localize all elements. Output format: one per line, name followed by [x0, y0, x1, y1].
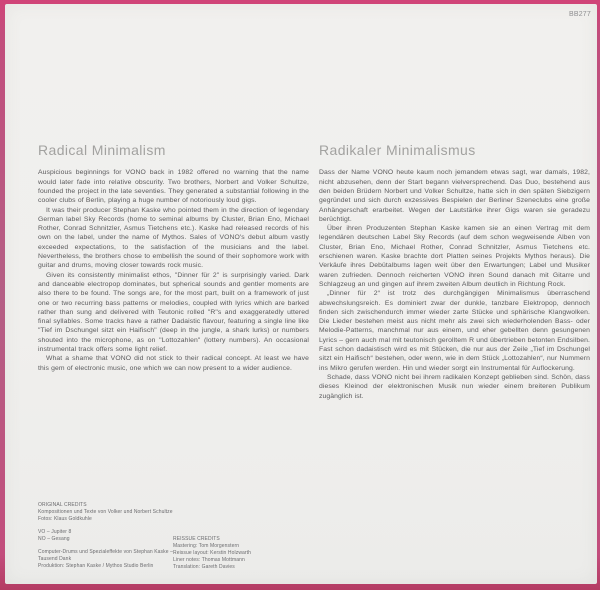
german-paragraph-3: „Dinner für 2“ ist trotz des durchgängigen Minimalismus überraschend abwechslungsreich. Es dominiert zwar der dunkle, tanzbare Elektropop, dennoch finden sich zwischendurch immer wieder zarte Stücke und sphärische Klangwolken. Die Lieder bestehen meist aus nicht mehr als zwei sich wiederholenden Bass- oder Melodie-Patterns, manchmal nur aus einem, und eher gebellten denn gesungenen Lyrics – gern auch mal mit teutonisch gerolltem R und übertrieben betonten Endsilben. Fast schon dadaistisch wird es mit Stücken, die nur aus der Zeile „Tief im Dschungel sitzt ein Haifisch“ bestehen, oder wenn, wie in dem Stück „Lottozahlen“, nur Nummern ins Mikro gerufen werden. Hin und wieder sorgt ein Instrumental für Auflockerung.	[319, 290, 590, 372]
english-paragraph-3: Given its consistently minimalist ethos, "Dinner für 2" is surprisingly varied. Dark and danceable electropop dominates, but spherical sounds and gentler moments are also there to be found. The songs are, for the most part, built on a framework of just one or two recurring bass patterns or melodies, coupled with lyrics which are barked rather than sung and delivered with Teutonic rolled "R"s and exaggeratedly uttered final syllables. Some tracks have a rather Dadaistic flavour, featuring a single line like "Tief im Dschungel sitzt ein Haifisch" (deep in the jungle, a shark lurks) or numbers shouted into the microphone, as on "Lottozahlen" (lottery numbers). An occasional instrumental track offers some light relief.	[38, 271, 309, 354]
english-heading: Radical Minimalism	[38, 142, 166, 158]
original-credits-title: ORIGINAL CREDITS	[38, 502, 87, 508]
credit-line: Translation: Gareth Davies	[173, 564, 235, 570]
german-column	[319, 143, 590, 401]
catalog-number: BB277	[568, 11, 591, 18]
credit-line: Produktion: Stephan Kaske / Mythos Studio Berlin	[38, 563, 154, 569]
credit-line: Kompositionen und Texte von Volker und Norbert Schultze	[38, 509, 173, 515]
german-paragraph-1: Dass der Name VONO heute kaum noch jemandem etwas sagt, war damals, 1982, nicht abzusehen, denn der Start begann vielversprechend. Das Duo, bestehend aus den beiden Brüdern Norbert und Volker Schultze, hatte sich in den späten Siebzigern gegründet und sich durch exzessives Bespielen der Berliner Szeneclubs eine große Anhängerschaft erarbeitet. Wegen der Lautstärke ihrer Gigs waren sie geradezu berüchtigt.	[319, 169, 590, 223]
credit-line: Tausend Dank	[38, 556, 72, 562]
liner-notes-panel	[5, 4, 597, 584]
english-paragraph-1: Auspicious beginnings for VONO back in 1982 offered no warning that the name would later fade into relative obscurity. Two brothers, Norbert and Volker Schultze, founded the project in the late seventies. They generated a substantial following in the cooler clubs of Berlin, playing a huge number of notoriously loud gigs.	[38, 169, 309, 205]
credit-line: Reissue layout: Kerstin Holzwarth	[173, 550, 252, 556]
german-paragraph-2: Über ihren Produzenten Stephan Kaske kamen sie an einen Vertrag mit dem legendären deutschen Label Sky Records (auf dem schon wegweisende Alben von Cluster, Brian Eno, Michael Rother, Conrad Schnitzler, Asmus Tietchens etc. erschienen waren. Kaske brachte dort Platten seines Projekts Mythos heraus). Die Verkäufe ihres Debütalbums lagen weit über den Erwartungen; Label und Musiker waren zufrieden. Dennoch reicherten VONO ihren Sound danach mit Gitarre und Schlagzeug an und gingen auf ihrem zweiten Album deutlich in Richtung Rock.	[319, 225, 590, 288]
reissue-credits-title: REISSUE CREDITS	[173, 536, 220, 542]
credit-line: NO – Gesang	[38, 536, 70, 542]
german-paragraph-4: Schade, dass VONO nicht bei ihrem radikalen Konzept geblieben sind. Schön, dass dieses Kleinod der elektronischen Musik nun wieder einem breiteren Publikum zugänglich ist.	[319, 373, 590, 400]
credit-line: VO – Jupiter 8	[38, 529, 72, 535]
credit-line: Computer-Drums und Spezialeffekte von Stephan Kaske –	[38, 549, 174, 555]
credit-line: Fotos: Klaus Goldkuhle	[38, 516, 92, 522]
german-heading: Radikaler Minimalismus	[319, 142, 476, 158]
english-paragraph-2: It was their producer Stephan Kaske who pointed them in the direction of legendary German label Sky Records (home to seminal albums by Cluster, Brian Eno, Michael Rother, Conrad Schnitzler, Asmus Tietchens etc.). Kaske had released records of his own on the label, under the name of Mythos. Sales of VONO's debut album vastly exceeded expectations, to the satisfaction of the musicians and the label. Nevertheless, the brothers chose to embellish the sound of their sophomore work with guitar and drums, moving closer towards rock music.	[38, 206, 309, 270]
original-credits-block	[38, 502, 173, 576]
credit-line: Liner notes: Thomas Mottmann	[173, 557, 245, 563]
reissue-credits-block	[173, 536, 251, 571]
english-column	[38, 143, 309, 401]
credit-line: Mastering: Tom Morgenstern	[173, 543, 240, 549]
liner-notes-columns	[38, 143, 591, 401]
english-paragraph-4: What a shame that VONO did not stick to their radical concept. At least we have this gem of electronic music, one which we can now present to a wider audience.	[38, 355, 309, 372]
